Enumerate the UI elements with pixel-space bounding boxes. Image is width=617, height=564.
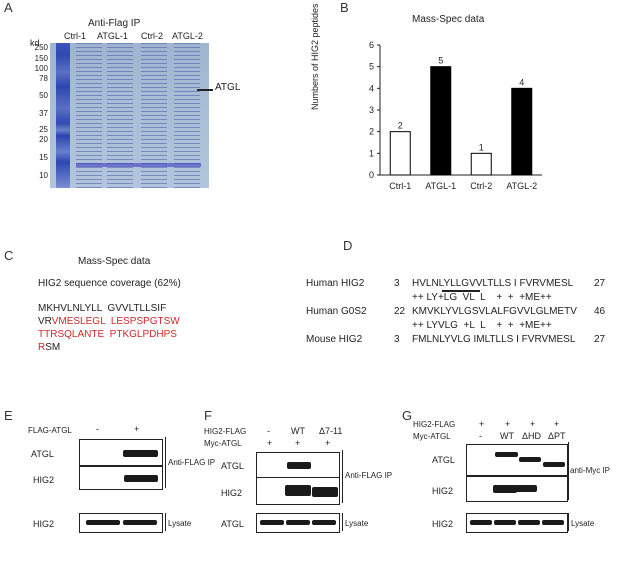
aligned-sequence: FMLNLYVLG IMLTLLS I FVRVMESL <box>412 334 576 345</box>
panel-g-letter: G <box>402 408 413 423</box>
lysate-blot-label-atgl-f: ATGL <box>221 519 244 529</box>
atgl-arrow-line <box>197 89 213 91</box>
y-tick-label: 0 <box>368 170 374 180</box>
x-tick-label: ATGL-2 <box>506 181 538 191</box>
blot-e-lysate <box>79 513 163 533</box>
blot-g-hig2 <box>466 476 568 502</box>
lane-label-atgl-2: ATGL-2 <box>172 31 203 41</box>
lysate-bracket-e <box>165 513 166 531</box>
band-g-hig2-wt <box>493 485 517 493</box>
sign-g-r1-3: + <box>530 419 536 429</box>
blot-g-lysate <box>466 513 568 533</box>
sign-f-r2-1: + <box>267 438 273 448</box>
panel-b-letter: B <box>340 0 349 15</box>
sequence-line <box>38 302 180 315</box>
peptide-sequence <box>38 302 180 354</box>
panel-c-letter: C <box>4 248 14 263</box>
sequence-segment: MKHVLNLYLL GVVLTLLSIF <box>38 303 167 314</box>
ip-label-f: Anti-FLAG IP <box>345 471 393 480</box>
marker-15: 15 <box>39 153 48 162</box>
chart-title: Mass-Spec data <box>412 14 485 25</box>
marker-20: 20 <box>39 135 48 144</box>
marker-50: 50 <box>39 91 48 100</box>
bar-chart <box>350 38 550 203</box>
atgl-arrow-label: ATGL <box>215 82 241 93</box>
bar-value-label: 1 <box>478 142 484 153</box>
ip-bracket-e <box>165 437 166 488</box>
band-f-lys-3 <box>312 520 336 525</box>
panel-f-letter: F <box>204 408 212 423</box>
band-g-hig2-dhd <box>515 485 537 492</box>
ip-bracket-f <box>342 450 343 503</box>
y-tick-label: 1 <box>368 148 374 159</box>
sequence-segment: TTRSQLANTE PTKGLPDHPS <box>38 329 177 340</box>
band-g-atgl-dhd <box>519 457 541 462</box>
lane-label-ctrl-1: Ctrl-1 <box>64 31 86 41</box>
panel-e-letter: E <box>4 408 13 423</box>
sign-g-r2-3: ΔHD <box>522 431 542 441</box>
sign-f-r1-3: Δ7-11 <box>319 426 343 436</box>
sign-f-r2-2: + <box>295 438 301 448</box>
end-position: 27 <box>594 334 606 345</box>
ip-bracket-g <box>568 442 569 500</box>
sign-g-r2-2: WT <box>500 431 514 441</box>
sequence-segment: VR <box>38 316 52 327</box>
species-name: Human G0S2 <box>306 306 367 317</box>
coverage-text: HIG2 sequence coverage (62%) <box>38 278 181 289</box>
row-label-myc-atgl-f: Myc-ATGL <box>204 439 242 448</box>
aligned-sequence: ++ LYVLG +L L + + +ME++ <box>412 320 552 331</box>
bar <box>512 88 532 175</box>
band-lysate-1 <box>86 520 120 525</box>
panel-d-letter: D <box>343 238 353 253</box>
sequence-line <box>38 341 180 354</box>
band-lysate-2 <box>123 520 157 525</box>
bar-value-label: 4 <box>519 77 525 88</box>
y-tick-label: 4 <box>368 83 374 94</box>
x-tick-label: Ctrl-2 <box>470 181 493 191</box>
sequence-segment: R <box>38 342 46 353</box>
lane-label-ctrl-2: Ctrl-2 <box>141 31 163 41</box>
blot-label-atgl-f: ATGL <box>221 461 244 471</box>
sign-e-2: + <box>134 424 140 434</box>
sign-f-r2-3: + <box>325 438 331 448</box>
band-f-hig2-del <box>312 487 338 497</box>
band-g-atgl-wt <box>495 452 518 457</box>
blot-f-atgl <box>256 452 340 478</box>
blot-e-hig2 <box>79 466 163 490</box>
y-tick-label: 3 <box>368 105 374 115</box>
end-position: 46 <box>594 306 606 317</box>
row-label-myc-atgl-g: Myc-ATGL <box>413 432 451 441</box>
kd-label: kd <box>30 38 40 48</box>
row-label-hig2-flag-g: HIG2-FLAG <box>413 420 456 429</box>
sequence-segment: VMESLEGL LESPSPGTSW <box>51 316 180 327</box>
x-tick-label: ATGL-1 <box>425 181 457 191</box>
bar <box>390 132 410 175</box>
sign-g-r1-1: + <box>479 419 485 429</box>
blot-label-hig2: HIG2 <box>33 475 55 485</box>
band-g-lys-1 <box>470 520 492 525</box>
lysate-blot-label-hig2: HIG2 <box>33 519 55 529</box>
species-name: Human HIG2 <box>306 278 365 289</box>
aligned-sequence: KMVKLYVLGSVLALFGVVLGLMETV <box>412 306 577 317</box>
band-f-lys-2 <box>286 520 310 525</box>
marker-10: 10 <box>39 171 48 180</box>
ip-label-g: anti-Myc IP <box>570 466 611 475</box>
y-tick-label: 6 <box>368 40 374 50</box>
lysate-label-e: Lysate <box>168 519 192 528</box>
sign-g-r2-1: - <box>479 431 482 441</box>
panel-c-title: Mass-Spec data <box>78 256 151 267</box>
marker-250: 250 <box>34 43 48 52</box>
bar-value-label: 2 <box>397 120 403 131</box>
band-g-atgl-dpt <box>543 462 565 467</box>
x-tick-label: Ctrl-1 <box>389 181 412 191</box>
panel-a-title: Anti-Flag IP <box>88 18 141 29</box>
lysate-label-f: Lysate <box>345 519 369 528</box>
marker-100: 100 <box>34 64 48 73</box>
species-name: Mouse HIG2 <box>306 334 363 345</box>
band-f-hig2-wt <box>285 485 311 496</box>
start-position: 3 <box>394 334 400 345</box>
bar <box>471 153 491 175</box>
bar <box>431 67 451 175</box>
sign-g-r2-4: ΔPT <box>548 431 566 441</box>
blot-label-hig2-g: HIG2 <box>432 486 454 496</box>
marker-150: 150 <box>34 54 48 63</box>
blot-label-hig2-f: HIG2 <box>221 488 243 498</box>
start-position: 22 <box>394 306 406 317</box>
blot-f-lysate <box>256 513 340 533</box>
blot-label-atgl-g: ATGL <box>432 455 455 465</box>
start-position: 3 <box>394 278 400 289</box>
row-label-flag-atgl: FLAG-ATGL <box>28 426 72 435</box>
lane-label-atgl-1: ATGL-1 <box>97 31 128 41</box>
gel-band-25kd <box>76 163 201 167</box>
marker-25: 25 <box>39 125 48 134</box>
y-tick-label: 5 <box>368 61 374 72</box>
panel-a-letter: A <box>4 0 13 15</box>
lysate-label-g: Lysate <box>571 519 595 528</box>
sign-f-r1-1: - <box>267 426 270 436</box>
blot-e-atgl <box>79 439 163 466</box>
coomassie-gel <box>50 43 209 188</box>
sign-g-r1-2: + <box>505 419 511 429</box>
marker-37: 37 <box>39 109 48 118</box>
band-hig2 <box>124 475 158 482</box>
chart-ylabel: Numbers of HIG2 peptides <box>310 3 320 110</box>
band-f-lys-1 <box>260 520 284 525</box>
blot-label-atgl: ATGL <box>31 449 54 459</box>
band-f-atgl <box>287 462 311 469</box>
band-g-lys-2 <box>494 520 516 525</box>
marker-78: 78 <box>39 74 48 83</box>
ip-label-e: Anti-FLAG IP <box>168 458 216 467</box>
sequence-line <box>38 328 180 341</box>
y-tick-label: 2 <box>368 126 374 137</box>
aligned-sequence: ++ LY+LG VL L + + +ME++ <box>412 292 552 303</box>
marker-ladder <box>56 43 70 188</box>
sign-g-r1-4: + <box>554 419 560 429</box>
band-g-lys-4 <box>542 520 564 525</box>
sign-e-1: - <box>96 424 99 434</box>
aligned-sequence: HVLNLYLLGVVLTLLS I FVRVMESL <box>412 278 574 289</box>
band-atgl <box>123 450 158 457</box>
sequence-segment: SM <box>45 342 61 353</box>
blot-g-atgl <box>466 444 568 476</box>
sequence-line <box>38 315 180 328</box>
lysate-bracket-f <box>342 513 343 531</box>
row-label-hig2-flag-f: HIG2-FLAG <box>204 427 247 436</box>
end-position: 27 <box>594 278 606 289</box>
bar-value-label: 5 <box>438 55 444 66</box>
sign-f-r1-2: WT <box>291 426 305 436</box>
motif-underline <box>442 290 480 292</box>
band-g-lys-3 <box>518 520 540 525</box>
lysate-blot-label-hig2-g: HIG2 <box>432 519 454 529</box>
lysate-bracket-g <box>568 513 569 531</box>
blot-f-hig2 <box>256 477 340 505</box>
